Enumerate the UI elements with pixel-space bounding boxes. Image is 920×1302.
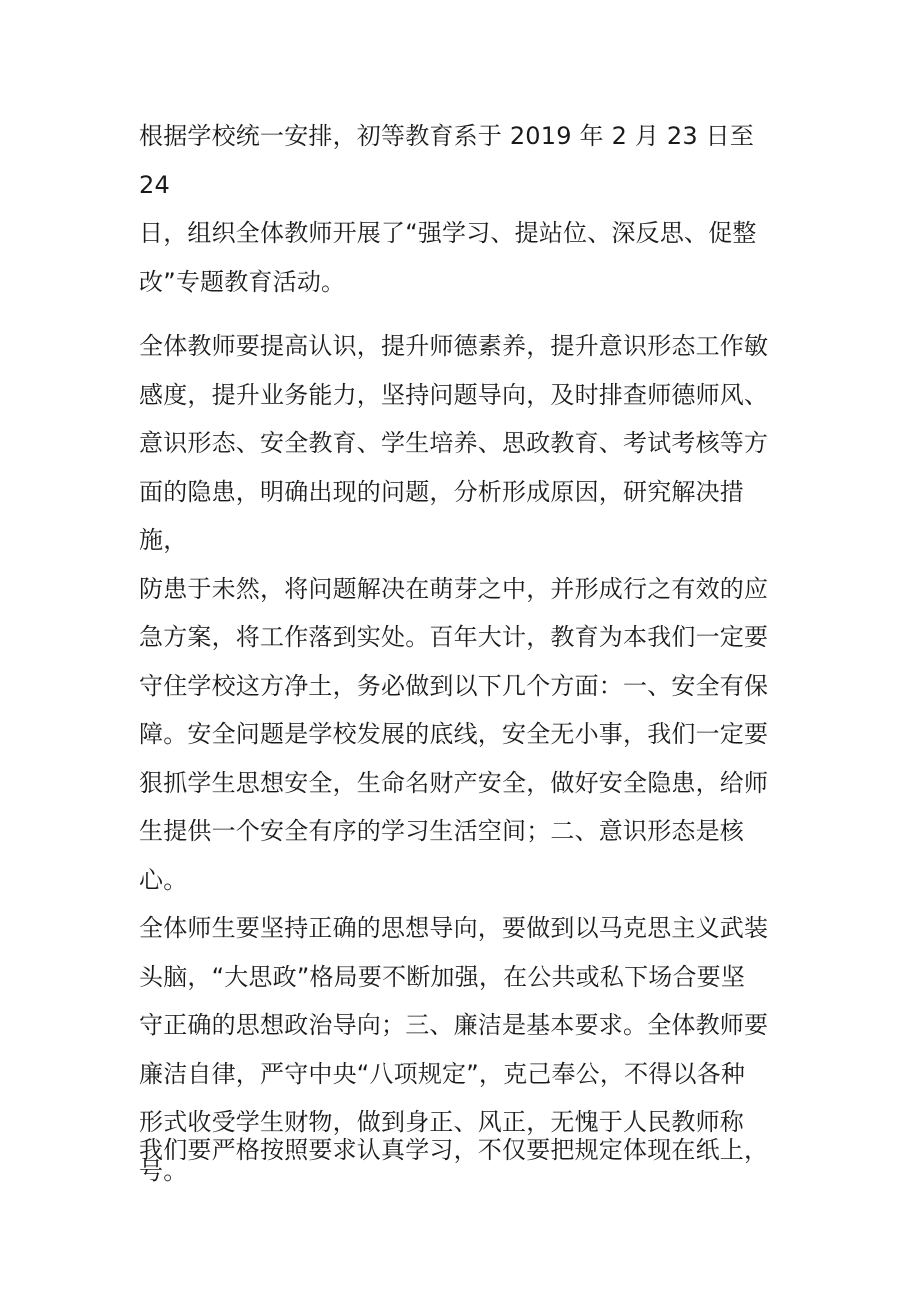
paragraph-main: 全体教师要提高认识，提升师德素养，提升意识形态工作敏 感度，提升业务能力，坚持问题导向，及时排查师德师风、 意识形态、安全教育、学生培养、思政教育、考试考核等方 面的隐患，明确出现的问题，分析形成原因，研究解决措施， 防患于未然，将问题解决在萌芽之中，并形成行之有效的应 急方案，将工作落到实处。百年大计，教育为本我们一定要 守住学校这方净土，务必做到以下几个方面：一、安全有保 障。安全问题是学校发展的底线，安全无小事，我们一定要 狠抓学生思想安全，生命名财产安全，做好安全隐患，给师 生提供一个安全有序的学习生活空间；二、意识形态是核心。 全体师生要坚持正确的思想导向，要做到以马克思主义武装 头脑，“大思政”格局要不断加强，在公共或私下场合要坚 守正确的思想政治导向；三、廉洁是基本要求。全体教师要 廉洁自律，严守中央“八项规定”，克己奉公，不得以各种 形式收受学生财物，做到身正、风正，无愧于人民教师称号。 <box>139 332 769 1185</box>
paragraph-closing: 我们要严格按照要求认真学习，不仅要把规定体现在纸上， <box>139 1136 769 1164</box>
paragraph-intro: 根据学校统一安排，初等教育系于 2019 年 2 月 23 日至 24 日，组织全体教师开展了“强学习、提站位、深反思、促整 改”专题教育活动。 <box>139 122 757 296</box>
